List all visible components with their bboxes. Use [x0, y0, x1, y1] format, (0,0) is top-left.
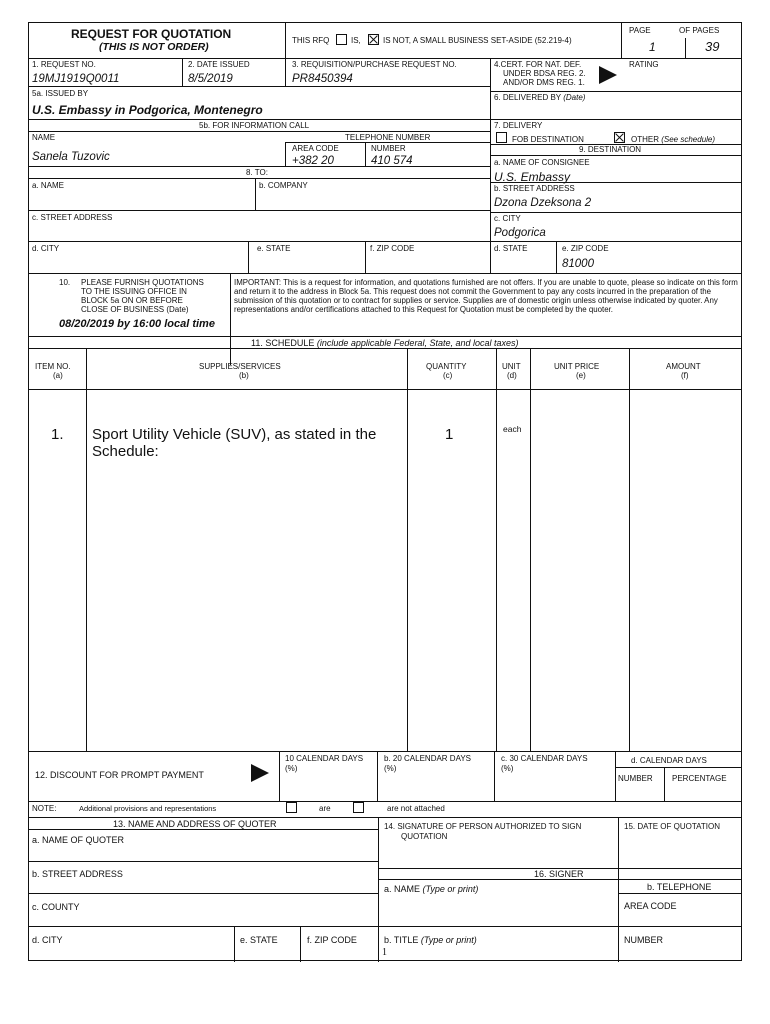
consignee-value: U.S. Embassy — [494, 170, 571, 184]
other-delivery-label: OTHER (See schedule) — [631, 135, 716, 144]
to-street-label: c. STREET ADDRESS — [32, 213, 113, 222]
discount-10-days: 10 CALENDAR DAYS — [285, 754, 364, 763]
quoter-name-label: a. NAME OF QUOTER — [32, 835, 125, 845]
issued-by-label: 5a. ISSUED BY — [32, 89, 89, 98]
col-unit: UNIT — [502, 362, 521, 371]
col-supplies-sub: (b) — [239, 371, 249, 380]
other-delivery-checkbox[interactable] — [614, 132, 625, 143]
signer-area-code-label: AREA CODE — [624, 901, 677, 911]
zip-value: 81000 — [562, 258, 594, 270]
to-zip-label: f. ZIP CODE — [370, 244, 415, 253]
city-label: c. CITY — [494, 214, 521, 223]
city-value: Podgorica — [494, 227, 546, 239]
delivery-label: 7. DELIVERY — [494, 121, 543, 130]
total-pages: 39 — [705, 39, 720, 54]
set-aside-is-checkbox[interactable] — [336, 34, 347, 45]
cert-line-3: AND/OR DMS REG. 1. — [503, 78, 585, 87]
request-no-value: 19MJ1919Q0011 — [32, 73, 120, 85]
col-amount-sub: (f) — [681, 371, 689, 380]
to-company-label: b. COMPANY — [259, 181, 308, 190]
block10-line1: PLEASE FURNISH QUOTATIONS — [81, 278, 204, 287]
row-unit: each — [503, 424, 522, 434]
rfq-is-label: IS, — [351, 36, 361, 45]
provisions-are-not-checkbox[interactable] — [353, 802, 364, 813]
quoter-state-label: e. STATE — [240, 935, 278, 945]
col-unit-sub: (d) — [507, 371, 517, 380]
block10-line2: TO THE ISSUING OFFICE IN — [81, 287, 187, 296]
quote-deadline: 08/20/2019 by 16:00 local time — [59, 318, 215, 330]
discount-20-days: b. 20 CALENDAR DAYS — [384, 754, 471, 763]
rfq-label: THIS RFQ — [292, 36, 330, 45]
page-number: 1 — [649, 40, 656, 54]
zip-label: e. ZIP CODE — [562, 244, 609, 253]
date-issued-label: 2. DATE ISSUED — [188, 60, 250, 69]
to-name-label: a. NAME — [32, 181, 65, 190]
row-description: Sport Utility Vehicle (SUV), as stated in the Schedule: — [92, 426, 377, 461]
discount-d-days: d. CALENDAR DAYS — [631, 756, 707, 765]
fob-destination-label: FOB DESTINATION — [512, 135, 584, 144]
consignee-label: a. NAME OF CONSIGNEE — [494, 158, 590, 167]
quoter-section-label: 13. NAME AND ADDRESS OF QUOTER — [113, 819, 277, 829]
row-item-no: 1. — [51, 426, 64, 443]
discount-percentage-label: PERCENTAGE — [672, 774, 727, 783]
date-issued-value: 8/5/2019 — [188, 73, 233, 85]
area-code-label: AREA CODE — [292, 144, 339, 153]
discount-20-pct: (%) — [384, 764, 397, 773]
row-quantity: 1 — [445, 426, 454, 443]
discount-number-label: NUMBER — [618, 774, 653, 783]
of-pages-label: OF PAGES — [679, 26, 720, 35]
telephone-label: TELEPHONE NUMBER — [345, 133, 431, 142]
street-value: Dzona Dzeksona 2 — [494, 197, 592, 209]
col-amount: AMOUNT — [666, 362, 701, 371]
discount-arrow-icon — [251, 764, 269, 782]
quoter-city-label: d. CITY — [32, 935, 63, 945]
signature-label-1: 14. SIGNATURE OF PERSON AUTHORIZED TO SIGN — [384, 822, 582, 831]
set-aside-is-not-checkbox[interactable] — [368, 34, 379, 45]
quoter-street-label: b. STREET ADDRESS — [32, 869, 123, 879]
col-item-no: ITEM NO. — [35, 362, 71, 371]
col-unit-price: UNIT PRICE — [554, 362, 600, 371]
arrow-icon — [599, 66, 617, 84]
to-state-label: e. STATE — [257, 244, 291, 253]
rating-label: RATING — [629, 60, 659, 69]
quoter-zip-label: f. ZIP CODE — [307, 935, 357, 945]
col-quantity: QUANTITY — [426, 362, 467, 371]
area-code-value: +382 20 — [292, 155, 334, 167]
col-supplies: SUPPLIES/SERVICES — [199, 362, 281, 371]
signer-telephone-label: b. TELEPHONE — [647, 882, 712, 892]
state-label: d. STATE — [494, 244, 528, 253]
destination-label: 9. DESTINATION — [579, 145, 642, 154]
info-call-label: 5b. FOR INFORMATION CALL — [199, 121, 310, 130]
rfq-is-not-label: IS NOT, A SMALL BUSINESS SET-ASIDE (52.219-4) — [383, 36, 572, 45]
provisions-are-checkbox[interactable] — [286, 802, 297, 813]
note-are-not: are not attached — [387, 804, 445, 813]
signature-mark: 1 — [382, 947, 387, 958]
discount-30-days: c. 30 CALENDAR DAYS — [501, 754, 588, 763]
fob-destination-checkbox[interactable] — [496, 132, 507, 143]
contact-name-label: NAME — [32, 133, 56, 142]
col-unit-price-sub: (e) — [576, 371, 586, 380]
col-quantity-sub: (c) — [443, 371, 453, 380]
rfq-form — [28, 22, 742, 961]
block10-line4: CLOSE OF BUSINESS (Date) — [81, 305, 189, 314]
request-no-label: 1. REQUEST NO. — [32, 60, 96, 69]
col-item-no-sub: (a) — [53, 371, 63, 380]
signer-label: 16. SIGNER — [534, 869, 584, 879]
form-title: REQUEST FOR QUOTATION — [71, 27, 232, 41]
signer-number-label: NUMBER — [624, 935, 664, 945]
schedule-title: 11. SCHEDULE (include applicable Federal, State, and local taxes) — [251, 338, 519, 348]
discount-10-pct: (%) — [285, 764, 298, 773]
signer-title-label: b. TITLE (Type or print) — [384, 935, 477, 945]
number-label: NUMBER — [371, 144, 406, 153]
form-subtitle: (THIS IS NOT ORDER) — [99, 41, 209, 53]
note-text: Additional provisions and representations — [79, 804, 217, 813]
delivered-by-label: 6. DELIVERED BY (Date) — [494, 93, 586, 102]
cert-line-2: UNDER BDSA REG. 2. — [503, 69, 586, 78]
note-are: are — [319, 804, 331, 813]
issued-by-value: U.S. Embassy in Podgorica, Montenegro — [32, 103, 263, 117]
quoter-county-label: c. COUNTY — [32, 902, 80, 912]
contact-name-value: Sanela Tuzovic — [32, 151, 110, 163]
signature-label-2: QUOTATION — [401, 832, 448, 841]
note-label: NOTE: — [32, 804, 57, 813]
to-label: 8. TO: — [246, 168, 268, 177]
signer-name-label: a. NAME (Type or print) — [384, 884, 479, 894]
street-label: b. STREET ADDRESS — [494, 184, 575, 193]
discount-label: 12. DISCOUNT FOR PROMPT PAYMENT — [35, 770, 204, 780]
block10-line3: BLOCK 5a ON OR BEFORE — [81, 296, 183, 305]
requisition-label: 3. REQUISITION/PURCHASE REQUEST NO. — [292, 60, 457, 69]
discount-30-pct: (%) — [501, 764, 514, 773]
page-label: PAGE — [629, 26, 651, 35]
important-notice: IMPORTANT: This is a request for information, and quotations furnished are not offers. If you are unable to quote, please so indicate on this form and return it to the address in Block 5a. This request does not commit the Government to pay any costs incurred in the preparation of the submission of this quotation or to contract for supplies or service. Supplies are of domestic origin unless otherwise indicated by quoter. Any representations and/or certifications attached to this Request for Quotation must be completed by the quoter. — [234, 278, 738, 315]
block10-number: 10. — [59, 278, 71, 287]
phone-number-value: 410 574 — [371, 155, 413, 167]
cert-line-1: 4.CERT. FOR NAT. DEF. — [494, 60, 582, 69]
date-of-quotation-label: 15. DATE OF QUOTATION — [624, 822, 721, 831]
requisition-value: PR8450394 — [292, 73, 353, 85]
to-city-label: d. CITY — [32, 244, 60, 253]
